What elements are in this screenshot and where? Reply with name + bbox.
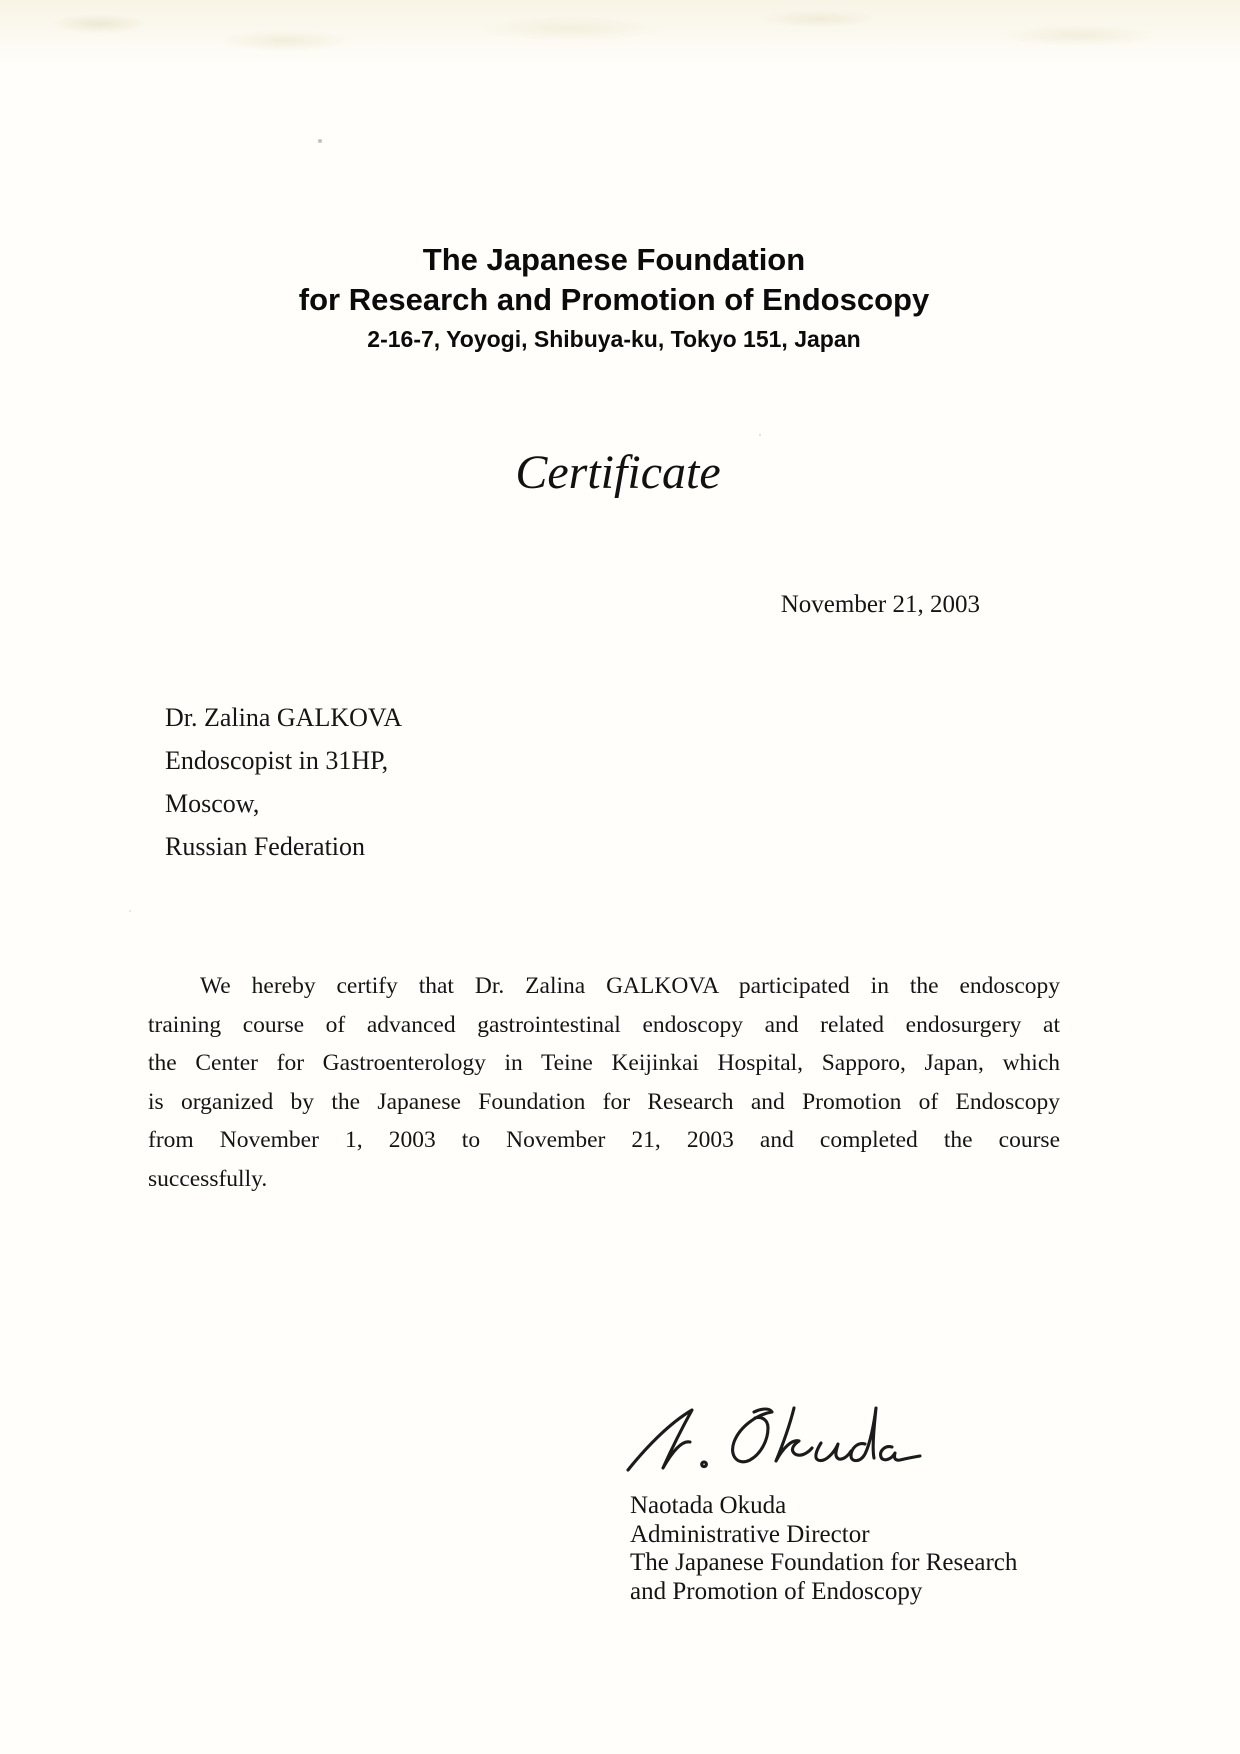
org-address: 2-16-7, Yoyogi, Shibuya-ku, Tokyo 151, Japan (367, 326, 861, 352)
signatory-block (630, 1492, 1017, 1606)
recipient-name: Dr. Zalina GALKOVA (165, 703, 403, 732)
recipient-city: Moscow, (165, 789, 260, 818)
body-line: is organized by the Japanese Foundation for Research and Promotion of Endoscopy (148, 1088, 1060, 1115)
signatory-title: Administrative Director (630, 1520, 870, 1548)
body-line: We hereby certify that Dr. Zalina GALKOVA participated in the endoscopy (200, 973, 1060, 999)
document-title: Certificate (515, 446, 721, 499)
signatory-name: Naotada Okuda (630, 1492, 787, 1519)
recipient-country: Russian Federation (165, 832, 366, 861)
issue-date: November 21, 2003 (780, 591, 980, 618)
handwritten-signature-icon (622, 1398, 922, 1488)
signatory-org-line-2: and Promotion of Endoscopy (630, 1577, 923, 1605)
recipient-role: Endoscopist in 31HP, (165, 746, 389, 775)
org-name-line-2: for Research and Promotion of Endoscopy (298, 282, 930, 317)
certification-paragraph (148, 967, 1060, 1198)
body-line: from November 1, 2003 to November 21, 2003 and completed the course (148, 1127, 1060, 1153)
letterhead (0, 240, 1228, 358)
signatory-org-line-1: The Japanese Foundation for Research (630, 1549, 1018, 1576)
org-name-line-1: The Japanese Foundation (422, 242, 806, 277)
body-line: training course of advanced gastrointestinal endoscopy and related endosurgery at (148, 1011, 1060, 1038)
body-line: successfully. (148, 1165, 268, 1192)
scan-edge-tint (0, 0, 1240, 68)
recipient-address-block (165, 696, 402, 868)
body-line: the Center for Gastroenterology in Teine Keijinkai Hospital, Sapporo, Japan, which (148, 1050, 1060, 1076)
